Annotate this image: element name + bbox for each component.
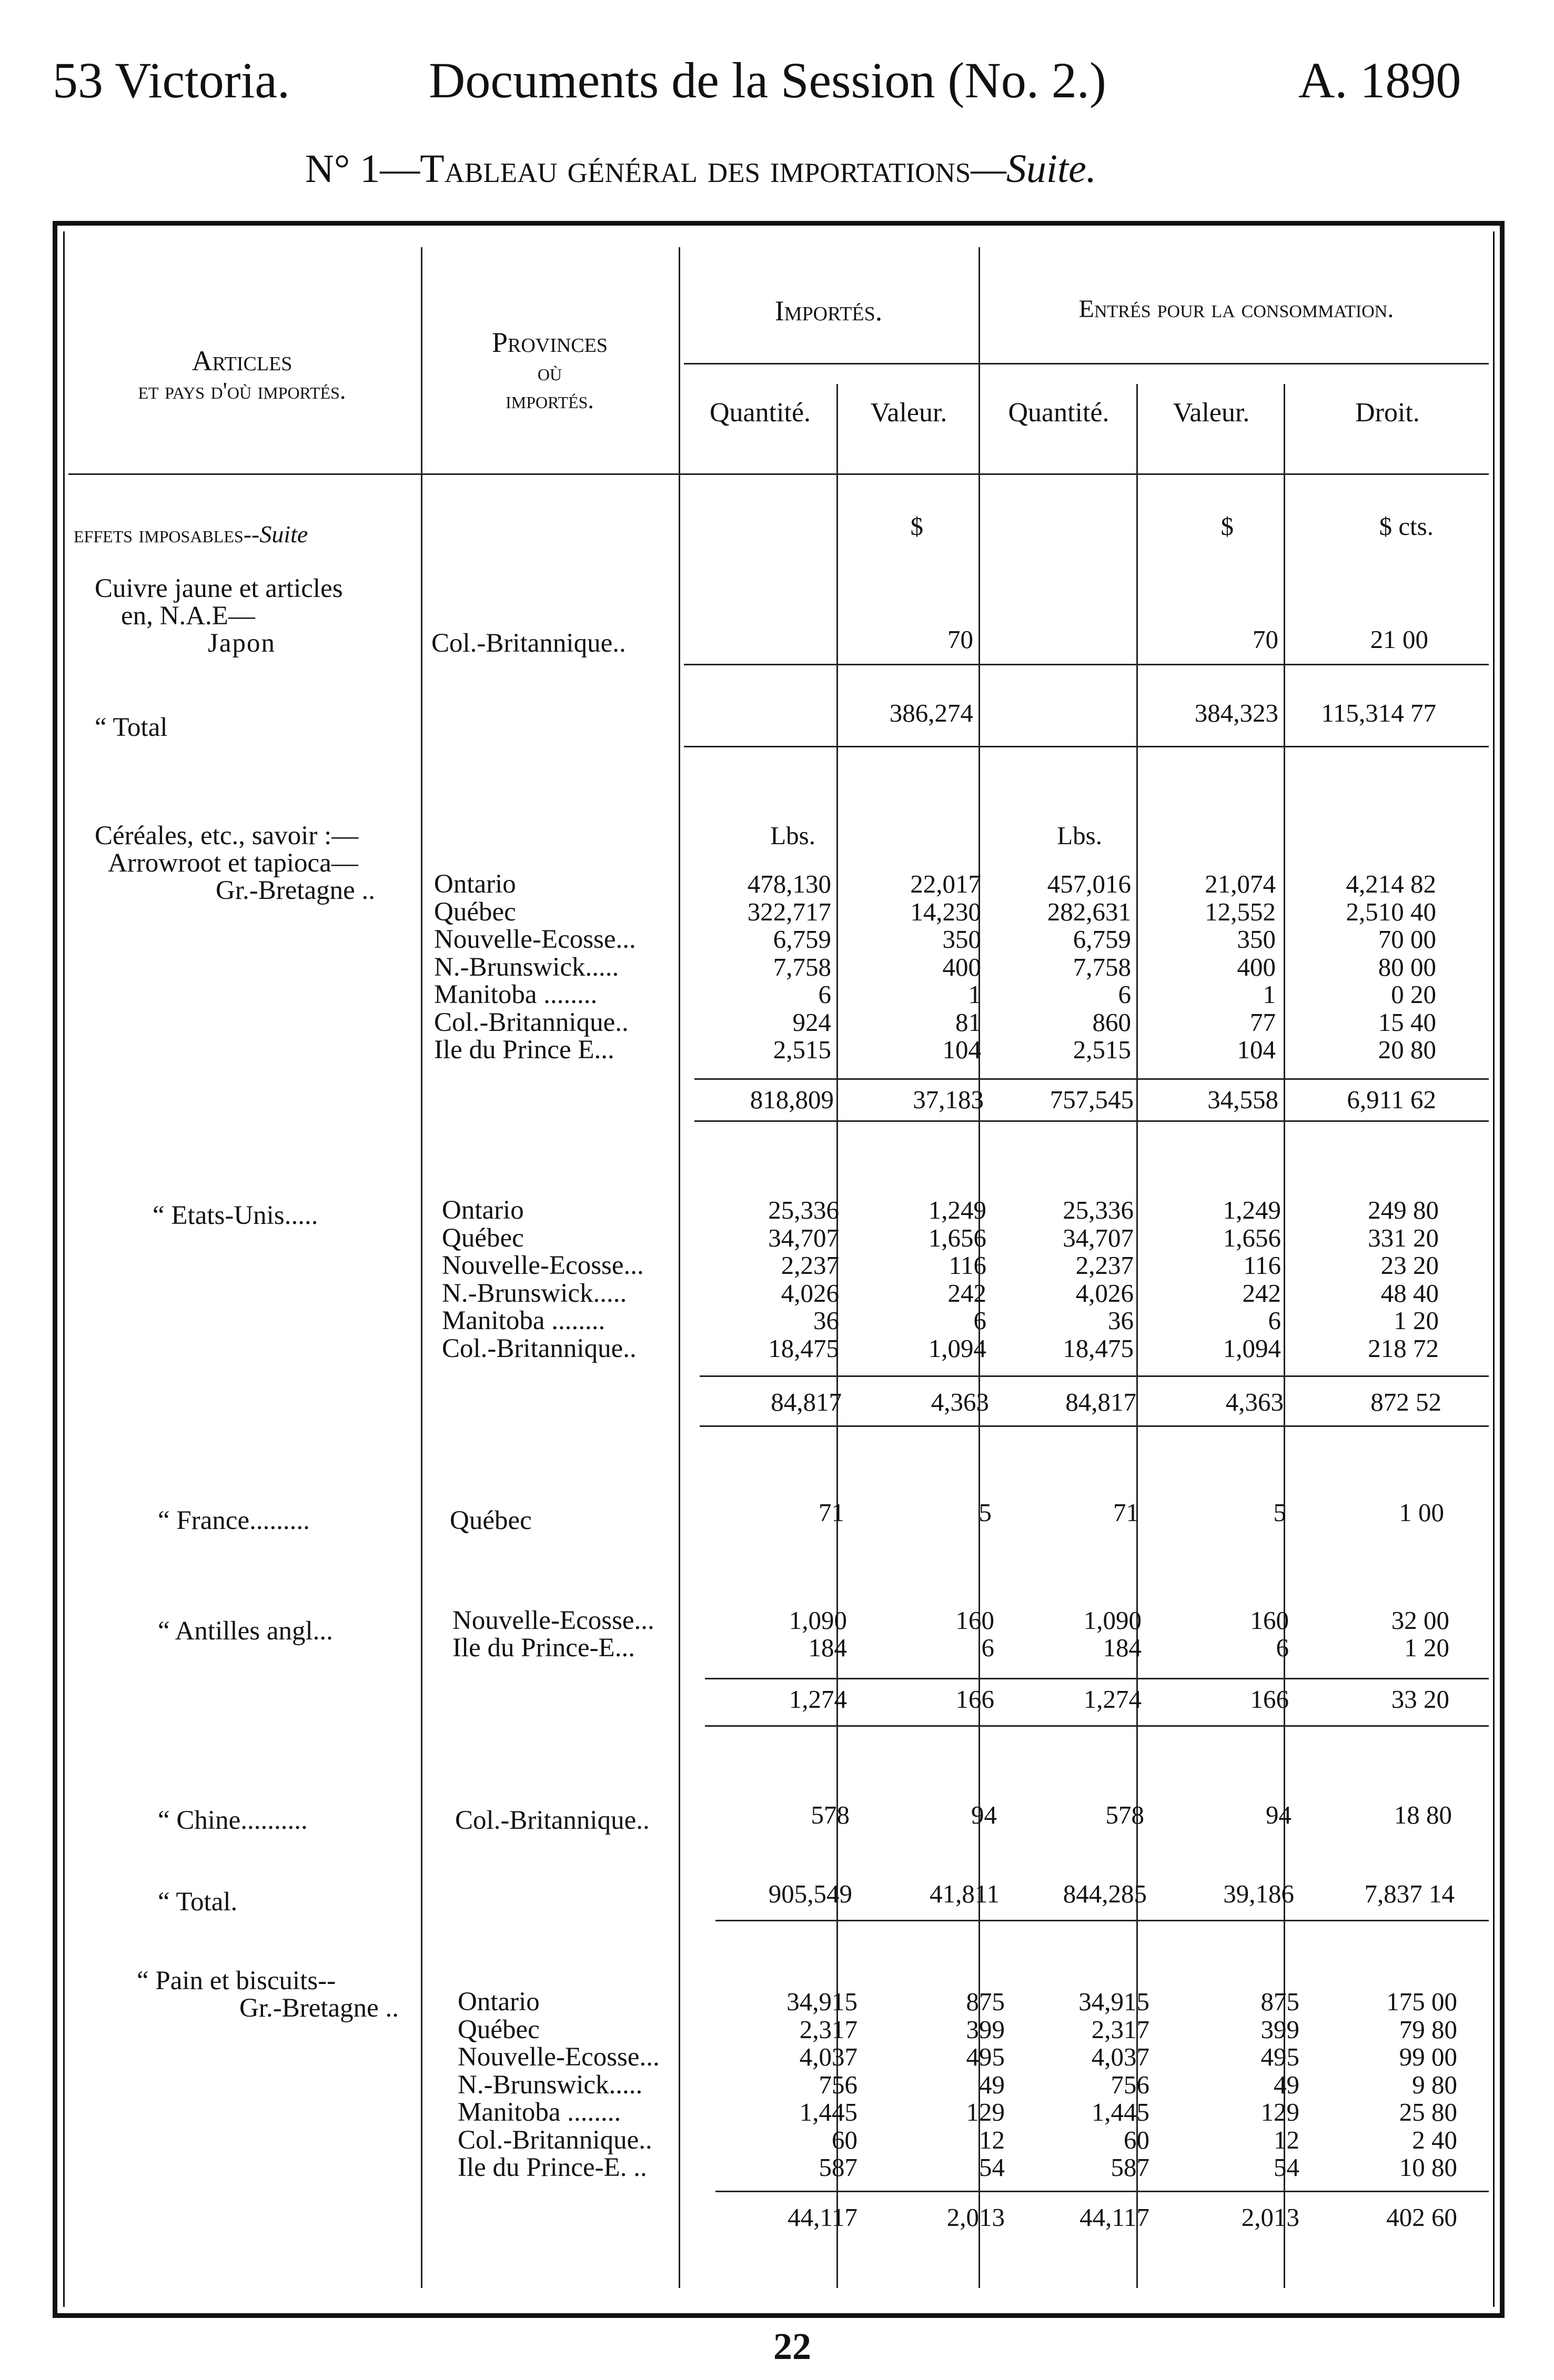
label-grbretagne-pain: Gr.-Bretagne .. bbox=[239, 1993, 399, 2023]
valeur-importes-cell: 54 bbox=[979, 2153, 1005, 2182]
province-cell: Ontario bbox=[434, 869, 516, 899]
province-cell: Manitoba ........ bbox=[434, 980, 598, 1009]
cell-antilles-total-q1: 1,274 bbox=[789, 1685, 847, 1714]
cell-chine-v2: 94 bbox=[1266, 1800, 1291, 1829]
col-rule-articles bbox=[421, 247, 422, 2288]
province-cell: Ontario bbox=[458, 1987, 540, 2017]
valeur-importes-cell: 399 bbox=[966, 2014, 1005, 2044]
header-droit: Droit. bbox=[1355, 398, 1420, 428]
valeur-entres-cell: 1,094 bbox=[1223, 1333, 1281, 1363]
province-cell: Nouvelle-Ecosse... bbox=[434, 925, 636, 954]
valeur-entres-cell: 350 bbox=[1237, 925, 1276, 954]
cell-total1-v2: 384,323 bbox=[1194, 698, 1278, 727]
table-frame-top bbox=[53, 221, 1505, 226]
quantite-entres-cell: 2,237 bbox=[1075, 1251, 1134, 1280]
table-title-suffix: —Suite. bbox=[971, 147, 1096, 191]
cell-total2-v2: 39,186 bbox=[1223, 1879, 1294, 1908]
quantite-importes-cell: 4,037 bbox=[799, 2042, 857, 2071]
cell-total2-v1: 41,811 bbox=[930, 1879, 1000, 1908]
droit-cell: 32 00 bbox=[1391, 1606, 1449, 1635]
cell-total2-droit: 7,837 14 bbox=[1364, 1879, 1455, 1908]
header-rule-bottom bbox=[68, 473, 1489, 475]
province-cell: Nouvelle-Ecosse... bbox=[442, 1251, 644, 1280]
quantite-entres-cell: 1,445 bbox=[1091, 2098, 1149, 2126]
droit-cell: 175 00 bbox=[1386, 1987, 1457, 2016]
cell-chine-q2: 578 bbox=[1105, 1800, 1144, 1829]
header-articles-line1: Articles bbox=[191, 345, 292, 377]
province-cell: N.-Brunswick..... bbox=[458, 2070, 643, 2100]
header-document-title: Documents de la Session (No. 2.) bbox=[429, 52, 1106, 108]
valeur-importes-cell: 350 bbox=[942, 925, 981, 954]
label-total-cereales: “ Total. bbox=[158, 1887, 238, 1917]
col-rule-provinces bbox=[679, 247, 680, 2288]
cell-gb-total-q1: 818,809 bbox=[750, 1085, 834, 1114]
cell-gb-total-q2: 757,545 bbox=[1050, 1085, 1134, 1114]
cell-france-droit: 1 00 bbox=[1399, 1498, 1444, 1527]
cell-eu-total-droit: 872 52 bbox=[1370, 1388, 1441, 1416]
valeur-entres-cell: 21,074 bbox=[1205, 869, 1276, 898]
province-cell: Ontario bbox=[442, 1196, 524, 1225]
droit-cell: 99 00 bbox=[1399, 2042, 1457, 2071]
quantite-entres-cell: 6,759 bbox=[1073, 925, 1131, 954]
province-cell: Ile du Prince E... bbox=[434, 1035, 614, 1065]
valeur-importes-cell: 1 bbox=[968, 980, 981, 1009]
valeur-importes-cell: 1,094 bbox=[928, 1333, 986, 1363]
prov-france: Québec bbox=[450, 1506, 532, 1535]
valeur-importes-cell: 242 bbox=[947, 1278, 986, 1308]
table-title bbox=[305, 146, 1096, 192]
rule-eu-total bbox=[700, 1425, 1489, 1427]
label-cuivre-line1: Cuivre jaune et articles bbox=[95, 574, 343, 603]
cell-chine-v1: 94 bbox=[971, 1800, 997, 1829]
cell-antilles-total-v1: 166 bbox=[955, 1685, 994, 1714]
cell-eu-total-v1: 4,363 bbox=[931, 1388, 989, 1416]
rule-pain bbox=[715, 2191, 1489, 2192]
label-chine: “ Chine.......... bbox=[158, 1806, 308, 1835]
table-frame-left bbox=[53, 221, 57, 2318]
cell-antilles-total-v2: 166 bbox=[1250, 1685, 1289, 1714]
quantite-importes-cell: 2,515 bbox=[773, 1035, 831, 1064]
quantite-importes-cell: 34,707 bbox=[768, 1223, 839, 1252]
page-number: 22 bbox=[773, 2325, 811, 2367]
quantite-entres-cell: 2,515 bbox=[1073, 1035, 1131, 1064]
header-articles-line2: et pays d'où importés. bbox=[138, 377, 346, 404]
quantite-entres-cell: 184 bbox=[1103, 1633, 1142, 1662]
valeur-entres-cell: 12,552 bbox=[1205, 897, 1276, 926]
valeur-entres-cell: 875 bbox=[1260, 1987, 1299, 2016]
valeur-entres-cell: 6 bbox=[1268, 1306, 1281, 1335]
table-frame-bottom bbox=[53, 2313, 1505, 2318]
valeur-importes-cell: 104 bbox=[942, 1035, 981, 1064]
cell-antilles-total-droit: 33 20 bbox=[1391, 1685, 1449, 1714]
droit-cell: 2,510 40 bbox=[1346, 897, 1436, 926]
valeur-entres-cell: 1 bbox=[1263, 980, 1276, 1009]
valeur-entres-cell: 6 bbox=[1276, 1633, 1289, 1662]
table-frame-right bbox=[1500, 221, 1505, 2318]
unit-droit: $ cts. bbox=[1379, 512, 1434, 541]
unit-lbs-entres: Lbs. bbox=[1057, 821, 1102, 850]
cell-gb-total-droit: 6,911 62 bbox=[1347, 1085, 1436, 1114]
header-year: A. 1890 bbox=[1298, 52, 1461, 108]
header-provinces-line3: importés. bbox=[506, 386, 594, 413]
section-suffix: --Suite bbox=[243, 521, 308, 548]
section-label: effets imposables bbox=[74, 521, 244, 548]
quantite-importes-cell: 7,758 bbox=[773, 952, 831, 981]
province-cell: Col.-Britannique.. bbox=[458, 2125, 652, 2155]
cell-total2-q1: 905,549 bbox=[768, 1879, 852, 1908]
province-cell: Québec bbox=[458, 2014, 540, 2044]
valeur-importes-cell: 160 bbox=[955, 1606, 994, 1635]
quantite-entres-cell: 457,016 bbox=[1047, 869, 1131, 898]
droit-cell: 70 00 bbox=[1378, 925, 1436, 954]
label-cereales-line1: Céréales, etc., savoir :— bbox=[95, 821, 359, 850]
quantite-importes-cell: 478,130 bbox=[747, 869, 831, 898]
header-articles bbox=[68, 345, 416, 405]
quantite-importes-cell: 1,090 bbox=[789, 1606, 847, 1635]
prov-chine: Col.-Britannique.. bbox=[455, 1806, 650, 1835]
valeur-entres-cell: 104 bbox=[1237, 1035, 1276, 1064]
quantite-importes-cell: 4,026 bbox=[781, 1278, 839, 1308]
quantite-entres-cell: 34,915 bbox=[1078, 1987, 1149, 2016]
quantite-importes-cell: 36 bbox=[813, 1306, 839, 1335]
quantite-importes-cell: 60 bbox=[832, 2125, 857, 2154]
valeur-entres-cell: 12 bbox=[1274, 2125, 1299, 2154]
table-frame-inner-left bbox=[63, 231, 65, 2307]
cell-pain-total-v1: 2,013 bbox=[946, 2203, 1005, 2232]
cell-total1-droit: 115,314 77 bbox=[1321, 698, 1436, 727]
rule-total2 bbox=[715, 1920, 1489, 1921]
droit-cell: 249 80 bbox=[1368, 1196, 1439, 1224]
header-rule-groups bbox=[684, 363, 1489, 364]
quantite-importes-cell: 756 bbox=[819, 2070, 857, 2099]
quantite-entres-cell: 2,317 bbox=[1091, 2014, 1149, 2044]
prov-japon: Col.-Britannique.. bbox=[431, 629, 626, 658]
quantite-entres-cell: 4,037 bbox=[1091, 2042, 1149, 2071]
cell-pain-total-v2: 2,013 bbox=[1241, 2203, 1299, 2232]
quantite-entres-cell: 4,026 bbox=[1075, 1278, 1134, 1308]
droit-cell: 48 40 bbox=[1380, 1278, 1439, 1308]
quantite-entres-cell: 587 bbox=[1111, 2153, 1149, 2182]
valeur-importes-cell: 400 bbox=[942, 952, 981, 981]
unit-dollar-importes: $ bbox=[910, 512, 923, 541]
droit-cell: 25 80 bbox=[1399, 2098, 1457, 2126]
droit-cell: 0 20 bbox=[1391, 980, 1436, 1009]
droit-cell: 9 80 bbox=[1412, 2070, 1457, 2099]
quantite-importes-cell: 25,336 bbox=[768, 1196, 839, 1224]
label-total-cuivre: “ Total bbox=[95, 713, 168, 742]
quantite-entres-cell: 34,707 bbox=[1063, 1223, 1134, 1252]
quantite-importes-cell: 6 bbox=[818, 980, 831, 1009]
province-cell: Québec bbox=[442, 1223, 524, 1253]
table-frame-inner-right bbox=[1493, 231, 1495, 2307]
valeur-importes-cell: 495 bbox=[966, 2042, 1005, 2071]
cell-antilles-total-q2: 1,274 bbox=[1083, 1685, 1142, 1714]
province-cell: Nouvelle-Ecosse... bbox=[452, 1606, 654, 1635]
province-cell: N.-Brunswick..... bbox=[434, 952, 619, 982]
quantite-entres-cell: 756 bbox=[1111, 2070, 1149, 2099]
quantite-entres-cell: 25,336 bbox=[1063, 1196, 1134, 1224]
cell-total1-v1: 386,274 bbox=[889, 698, 973, 727]
quantite-entres-cell: 282,631 bbox=[1047, 897, 1131, 926]
valeur-importes-cell: 6 bbox=[981, 1633, 994, 1662]
quantite-importes-cell: 1,445 bbox=[799, 2098, 857, 2126]
header-quantite-entres: Quantité. bbox=[1008, 398, 1109, 428]
quantite-entres-cell: 6 bbox=[1118, 980, 1131, 1009]
header-valeur-entres: Valeur. bbox=[1173, 398, 1250, 428]
valeur-entres-cell: 129 bbox=[1260, 2098, 1299, 2126]
droit-cell: 218 72 bbox=[1368, 1333, 1439, 1363]
header-session-left: 53 Victoria. bbox=[53, 52, 290, 108]
valeur-entres-cell: 49 bbox=[1274, 2070, 1299, 2099]
droit-cell: 20 80 bbox=[1378, 1035, 1436, 1064]
valeur-importes-cell: 129 bbox=[966, 2098, 1005, 2126]
valeur-importes-cell: 12 bbox=[979, 2125, 1005, 2154]
cell-chine-q1: 578 bbox=[811, 1800, 850, 1829]
cell-japon-droit: 21 00 bbox=[1370, 625, 1428, 654]
label-france: “ France......... bbox=[158, 1506, 310, 1535]
province-cell: Québec bbox=[434, 897, 516, 927]
label-pain-biscuits: “ Pain et biscuits-- bbox=[137, 1966, 336, 1996]
cell-france-q1: 71 bbox=[819, 1498, 844, 1527]
rule-cuivre bbox=[684, 664, 1489, 665]
header-valeur-importes: Valeur. bbox=[870, 398, 947, 428]
quantite-importes-cell: 322,717 bbox=[747, 897, 831, 926]
rule-eu bbox=[700, 1375, 1489, 1377]
quantite-entres-cell: 7,758 bbox=[1073, 952, 1131, 981]
valeur-entres-cell: 116 bbox=[1243, 1251, 1281, 1280]
province-cell: Ile du Prince-E... bbox=[452, 1633, 635, 1663]
valeur-importes-cell: 875 bbox=[966, 1987, 1005, 2016]
province-cell: Ile du Prince-E. .. bbox=[458, 2153, 647, 2182]
cell-chine-droit: 18 80 bbox=[1394, 1800, 1452, 1829]
cell-france-q2: 71 bbox=[1113, 1498, 1139, 1527]
droit-cell: 4,214 82 bbox=[1346, 869, 1436, 898]
valeur-entres-cell: 160 bbox=[1250, 1606, 1289, 1635]
quantite-importes-cell: 924 bbox=[792, 1007, 831, 1037]
quantite-importes-cell: 2,317 bbox=[799, 2014, 857, 2044]
rule-gb bbox=[694, 1078, 1489, 1080]
cell-eu-total-q1: 84,817 bbox=[771, 1388, 842, 1416]
header-provinces bbox=[426, 326, 673, 414]
cell-france-v1: 5 bbox=[978, 1498, 992, 1527]
label-etats-unis: “ Etats-Unis..... bbox=[153, 1201, 318, 1230]
droit-cell: 1 20 bbox=[1404, 1633, 1449, 1662]
valeur-entres-cell: 399 bbox=[1260, 2014, 1299, 2044]
cell-france-v2: 5 bbox=[1273, 1498, 1286, 1527]
quantite-importes-cell: 2,237 bbox=[781, 1251, 839, 1280]
quantite-entres-cell: 1,090 bbox=[1083, 1606, 1142, 1635]
valeur-entres-cell: 77 bbox=[1250, 1007, 1276, 1037]
province-cell: Manitoba ........ bbox=[442, 1306, 606, 1335]
cell-pain-total-q1: 44,117 bbox=[788, 2203, 857, 2232]
valeur-importes-cell: 116 bbox=[948, 1251, 986, 1280]
quantite-entres-cell: 36 bbox=[1108, 1306, 1134, 1335]
province-cell: Col.-Britannique.. bbox=[442, 1333, 637, 1363]
label-grbretagne-cereales: Gr.-Bretagne .. bbox=[216, 876, 376, 905]
unit-lbs-importes: Lbs. bbox=[770, 821, 815, 850]
table-title-prefix: N° 1— bbox=[305, 147, 420, 191]
valeur-importes-cell: 6 bbox=[973, 1306, 986, 1335]
droit-cell: 80 00 bbox=[1378, 952, 1436, 981]
cell-total2-q2: 844,285 bbox=[1063, 1879, 1147, 1908]
droit-cell: 2 40 bbox=[1412, 2125, 1457, 2154]
cell-eu-total-q2: 84,817 bbox=[1065, 1388, 1136, 1416]
quantite-entres-cell: 18,475 bbox=[1063, 1333, 1134, 1363]
unit-dollar-entres: $ bbox=[1220, 512, 1234, 541]
cell-pain-total-q2: 44,117 bbox=[1079, 2203, 1149, 2232]
rule-antilles bbox=[705, 1678, 1489, 1679]
rule-total1 bbox=[684, 746, 1489, 747]
header-entres: Entrés pour la consommation. bbox=[1078, 295, 1394, 323]
droit-cell: 10 80 bbox=[1399, 2153, 1457, 2182]
header-provinces-line2: où bbox=[537, 359, 562, 386]
valeur-entres-cell: 400 bbox=[1237, 952, 1276, 981]
province-cell: N.-Brunswick..... bbox=[442, 1278, 627, 1308]
valeur-importes-cell: 1,656 bbox=[928, 1223, 986, 1252]
cell-eu-total-v2: 4,363 bbox=[1225, 1388, 1284, 1416]
cell-pain-total-droit: 402 60 bbox=[1386, 2203, 1457, 2232]
valeur-importes-cell: 14,230 bbox=[910, 897, 981, 926]
droit-cell: 1 20 bbox=[1394, 1306, 1439, 1335]
valeur-importes-cell: 81 bbox=[955, 1007, 981, 1037]
droit-cell: 23 20 bbox=[1380, 1251, 1439, 1280]
section-effets-imposables bbox=[74, 521, 308, 549]
label-antilles: “ Antilles angl... bbox=[158, 1616, 333, 1646]
quantite-importes-cell: 184 bbox=[808, 1633, 847, 1662]
droit-cell: 331 20 bbox=[1368, 1223, 1439, 1252]
rule-antilles-total bbox=[705, 1725, 1489, 1727]
valeur-entres-cell: 242 bbox=[1242, 1278, 1281, 1308]
header-provinces-line1: Provinces bbox=[491, 327, 608, 358]
cell-japon-v2: 70 bbox=[1253, 625, 1278, 654]
province-cell: Manitoba ........ bbox=[458, 2098, 621, 2127]
valeur-entres-cell: 1,249 bbox=[1223, 1196, 1281, 1224]
quantite-importes-cell: 34,915 bbox=[786, 1987, 857, 2016]
rule-gb-total bbox=[694, 1120, 1489, 1122]
quantite-entres-cell: 60 bbox=[1124, 2125, 1149, 2154]
cell-gb-total-v1: 37,183 bbox=[913, 1085, 984, 1114]
quantite-importes-cell: 587 bbox=[819, 2153, 857, 2182]
cell-japon-v1: 70 bbox=[947, 625, 973, 654]
valeur-importes-cell: 49 bbox=[979, 2070, 1005, 2099]
province-cell: Nouvelle-Ecosse... bbox=[458, 2042, 660, 2072]
header-quantite-importes: Quantité. bbox=[709, 398, 811, 428]
province-cell: Col.-Britannique.. bbox=[434, 1007, 629, 1037]
label-japon: Japon bbox=[208, 629, 276, 658]
valeur-importes-cell: 1,249 bbox=[928, 1196, 986, 1224]
quantite-importes-cell: 18,475 bbox=[768, 1333, 839, 1363]
valeur-entres-cell: 54 bbox=[1274, 2153, 1299, 2182]
label-cereales-line2: Arrowroot et tapioca— bbox=[108, 848, 358, 878]
table-title-text: Tableau général des importations bbox=[420, 147, 971, 191]
header-importes: Importés. bbox=[774, 295, 883, 327]
label-cuivre-line2: en, N.A.E— bbox=[121, 601, 255, 631]
droit-cell: 79 80 bbox=[1399, 2014, 1457, 2044]
quantite-entres-cell: 860 bbox=[1092, 1007, 1131, 1037]
valeur-entres-cell: 1,656 bbox=[1223, 1223, 1281, 1252]
cell-gb-total-v2: 34,558 bbox=[1207, 1085, 1278, 1114]
valeur-entres-cell: 495 bbox=[1260, 2042, 1299, 2071]
droit-cell: 15 40 bbox=[1378, 1007, 1436, 1037]
valeur-importes-cell: 22,017 bbox=[910, 869, 981, 898]
quantite-importes-cell: 6,759 bbox=[773, 925, 831, 954]
